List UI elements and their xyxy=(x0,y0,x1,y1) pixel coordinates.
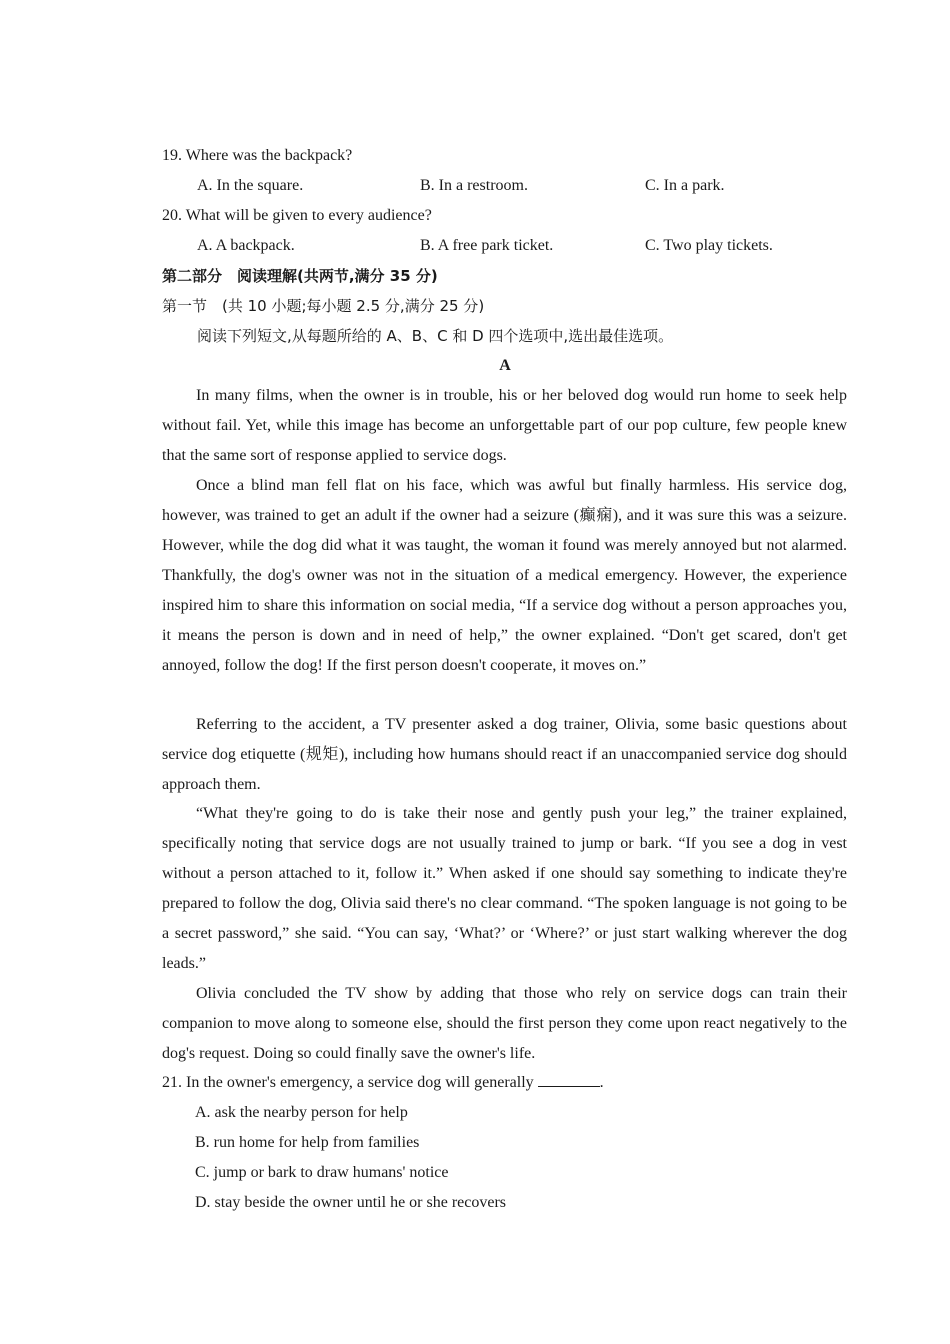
question-21 xyxy=(162,1068,604,1098)
question-21-option-c: C. jump or bark to draw humans' notice xyxy=(195,1164,449,1181)
option-c: C. Two play tickets. xyxy=(645,237,773,254)
option-a: A. In the square. xyxy=(197,177,304,194)
option-b: B. In a restroom. xyxy=(420,177,528,194)
question-21-option-a: A. ask the nearby person for help xyxy=(195,1104,408,1121)
reading-instruction: 阅读下列短文,从每题所给的 A、B、C 和 D 四个选项中,选出最佳选项。 xyxy=(197,327,674,345)
option-b: B. A free park ticket. xyxy=(420,237,554,254)
question-21-option-b: B. run home for help from families xyxy=(195,1134,420,1151)
question-20-options xyxy=(197,231,847,261)
option-c: C. In a park. xyxy=(645,177,725,194)
option-a: A. A backpack. xyxy=(197,237,295,254)
passage-paragraph-1: In many films, when the owner is in trouble, his or her beloved dog would run home to seek help without fail. Yet, while this image has become an unforgettable part of our pop culture, few people knew that the same sort of response applied to service dogs. xyxy=(162,387,847,464)
question-21-end: . xyxy=(599,1074,604,1091)
part-two-heading: 第二部分 阅读理解(共两节,满分 35 分) xyxy=(162,267,438,285)
section-one-heading: 第一节 (共 10 小题;每小题 2.5 分,满分 25 分) xyxy=(162,297,485,315)
passage-paragraph-3: Referring to the accident, a TV presenter asked a dog trainer, Olivia, some basic questions about service dog etiquette (规矩), including how humans should react if an unaccompanied service dog should approach them. xyxy=(162,716,847,793)
answer-blank xyxy=(538,1072,600,1087)
question-21-stem: 21. In the owner's emergency, a service dog will generally xyxy=(162,1074,534,1091)
question-21-option-d: D. stay beside the owner until he or she recovers xyxy=(195,1194,507,1211)
question-20: 20. What will be given to every audience? xyxy=(162,207,432,224)
passage-paragraph-2: Once a blind man fell flat on his face, which was awful but finally harmless. His service dog, however, was trained to get an adult if the owner had a seizure (癫痫), and it was sure this was a seizure. However, while the dog did what it was taught, the woman it found was merely annoyed but not alarmed. Thankfully, the dog's owner was not in the situation of a medical emergency. However, the experience inspired him to share this information on social media, “If a service dog without a person approaches you, it means the person is down and in need of help,” the owner explained. “Don't get scared, don't get annoyed, follow the dog! If the first person doesn't cooperate, it moves on.” xyxy=(162,477,847,674)
passage-paragraph-5: Olivia concluded the TV show by adding that those who rely on service dogs can train their companion to move along to someone else, should the first person they come upon react negatively to the dog's request. Doing so could finally save the owner's life. xyxy=(162,985,847,1062)
question-19-options xyxy=(197,171,847,201)
passage-label: A xyxy=(499,357,511,374)
passage-paragraph-4: “What they're going to do is take their nose and gently push your leg,” the trainer explained, specifically noting that service dogs are not usually trained to jump or bark. “If you see a dog in vest without a person attached to it, follow it.” When asked if one should say something to indicate they're prepared to follow the dog, Olivia said there's no clear command. “The spoken language is not going to be a secret password,” she said. “You can say, ‘What?’ or ‘Where?’ or just start walking wherever the dog leads.” xyxy=(162,805,847,972)
question-19: 19. Where was the backpack? xyxy=(162,147,353,164)
